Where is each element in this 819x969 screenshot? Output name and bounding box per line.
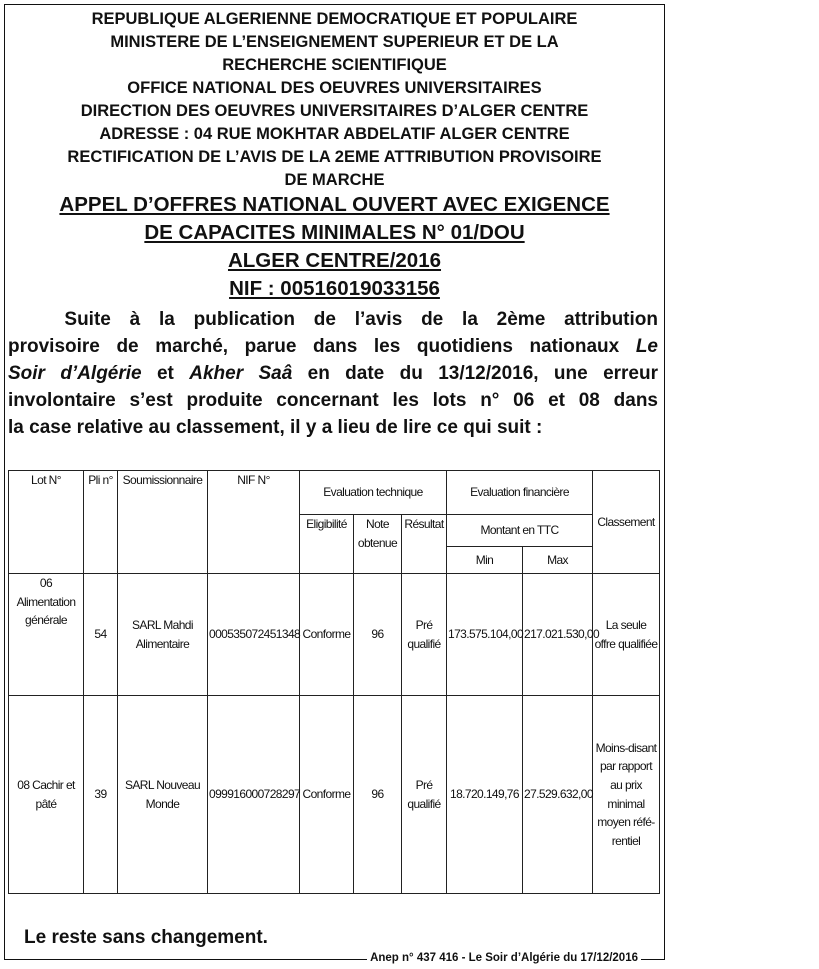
note-header: Note obtenue <box>354 515 402 574</box>
nif-cell: 000535072451348 <box>208 574 300 696</box>
soumissionnaire-header: Soumissionnaire <box>118 471 208 574</box>
max-cell: 217.021.530,00 <box>523 574 593 696</box>
header-line-3: RECHERCHE SCIENTIFIQUE <box>222 56 447 74</box>
classement-cell: Moins-disant par rapport au prix minimal moyen réfé-rentiel <box>593 696 660 894</box>
classement-cell: La seule offre qualifiée <box>593 574 660 696</box>
header-line-5: DIRECTION DES OEUVRES UNIVERSITAIRES D’ALGER CENTRE <box>80 102 589 120</box>
lot-header: Lot N° <box>9 471 84 574</box>
soumissionnaire-cell: SARL Mahdi Alimentaire <box>118 574 208 696</box>
note-cell: 96 <box>354 696 402 894</box>
lot-cell: 06 Alimentation générale <box>9 574 84 696</box>
intro-line-4: involontaire s’est produite concernant les lots n° 06 et 08 dans <box>8 390 658 411</box>
header-line-6: ADRESSE : 04 RUE MOKHTAR ABDELATIF ALGER CENTRE <box>99 125 570 143</box>
anep-reference: Anep n° 437 416 - Le Soir d’Algérie du 17/12/2016 <box>367 953 641 965</box>
header-line-1: REPUBLIQUE ALGERIENNE DEMOCRATIQUE ET POPULAIRE <box>91 10 578 28</box>
pli-cell: 54 <box>84 574 118 696</box>
title-line-4: NIF : 00516019033156 <box>229 277 440 300</box>
table-row <box>9 574 660 696</box>
min-cell: 173.575.104,00 <box>447 574 523 696</box>
header-line-4: OFFICE NATIONAL DES OEUVRES UNIVERSITAIRES <box>127 79 542 97</box>
classement-header: Classement <box>593 471 660 574</box>
lot-cell: 08 Cachir et pâté <box>9 696 84 894</box>
intro-line-3: Soir d’Algérie et Akher Saâ en date du 13/12/2016, une erreur <box>8 363 658 384</box>
results-table <box>8 470 660 894</box>
soumissionnaire-cell: SARL Nouveau Monde <box>118 696 208 894</box>
title-line-3: ALGER CENTRE/2016 <box>227 249 442 272</box>
max-cell: 27.529.632,00 <box>523 696 593 894</box>
max-header: Max <box>523 547 593 574</box>
eval-fin-header: Evaluation financière <box>447 471 593 515</box>
resultat-cell: Pré qualifié <box>402 696 447 894</box>
table-row <box>9 696 660 894</box>
title-line-2: DE CAPACITES MINIMALES N° 01/DOU <box>144 221 525 244</box>
eligibilite-cell: Conforme <box>300 574 354 696</box>
intro-line-2: provisoire de marché, parue dans les quotidiens nationaux Le <box>8 336 658 357</box>
resultat-cell: Pré qualifié <box>402 574 447 696</box>
nif-header: NIF N° <box>208 471 300 574</box>
eligibilite-cell: Conforme <box>300 696 354 894</box>
min-header: Min <box>447 547 523 574</box>
eligibilite-header: Eligibilité <box>300 515 354 574</box>
header-line-7: RECTIFICATION DE L’AVIS DE LA 2EME ATTRIBUTION PROVISOIRE <box>67 148 602 166</box>
resultat-header: Résultat <box>402 515 447 574</box>
pli-cell: 39 <box>84 696 118 894</box>
pli-header: Pli n° <box>84 471 118 574</box>
nif-cell: 099916000728297 <box>208 696 300 894</box>
eval-tech-header: Evaluation technique <box>300 471 447 515</box>
title-line-1: APPEL D’OFFRES NATIONAL OUVERT AVEC EXIGENCE <box>59 193 610 216</box>
intro-line-1: Suite à la publication de l’avis de la 2ème attribution <box>64 309 658 330</box>
header-line-8: DE MARCHE <box>284 171 385 189</box>
montant-header: Montant en TTC <box>447 515 593 547</box>
header-row-1 <box>9 471 660 515</box>
note-cell: 96 <box>354 574 402 696</box>
min-cell: 18.720.149,76 <box>447 696 523 894</box>
header-line-2: MINISTERE DE L’ENSEIGNEMENT SUPERIEUR ET DE LA <box>110 33 559 51</box>
intro-line-5: la case relative au classement, il y a lieu de lire ce qui suit : <box>8 417 543 438</box>
reste-text: Le reste sans changement. <box>24 927 268 948</box>
